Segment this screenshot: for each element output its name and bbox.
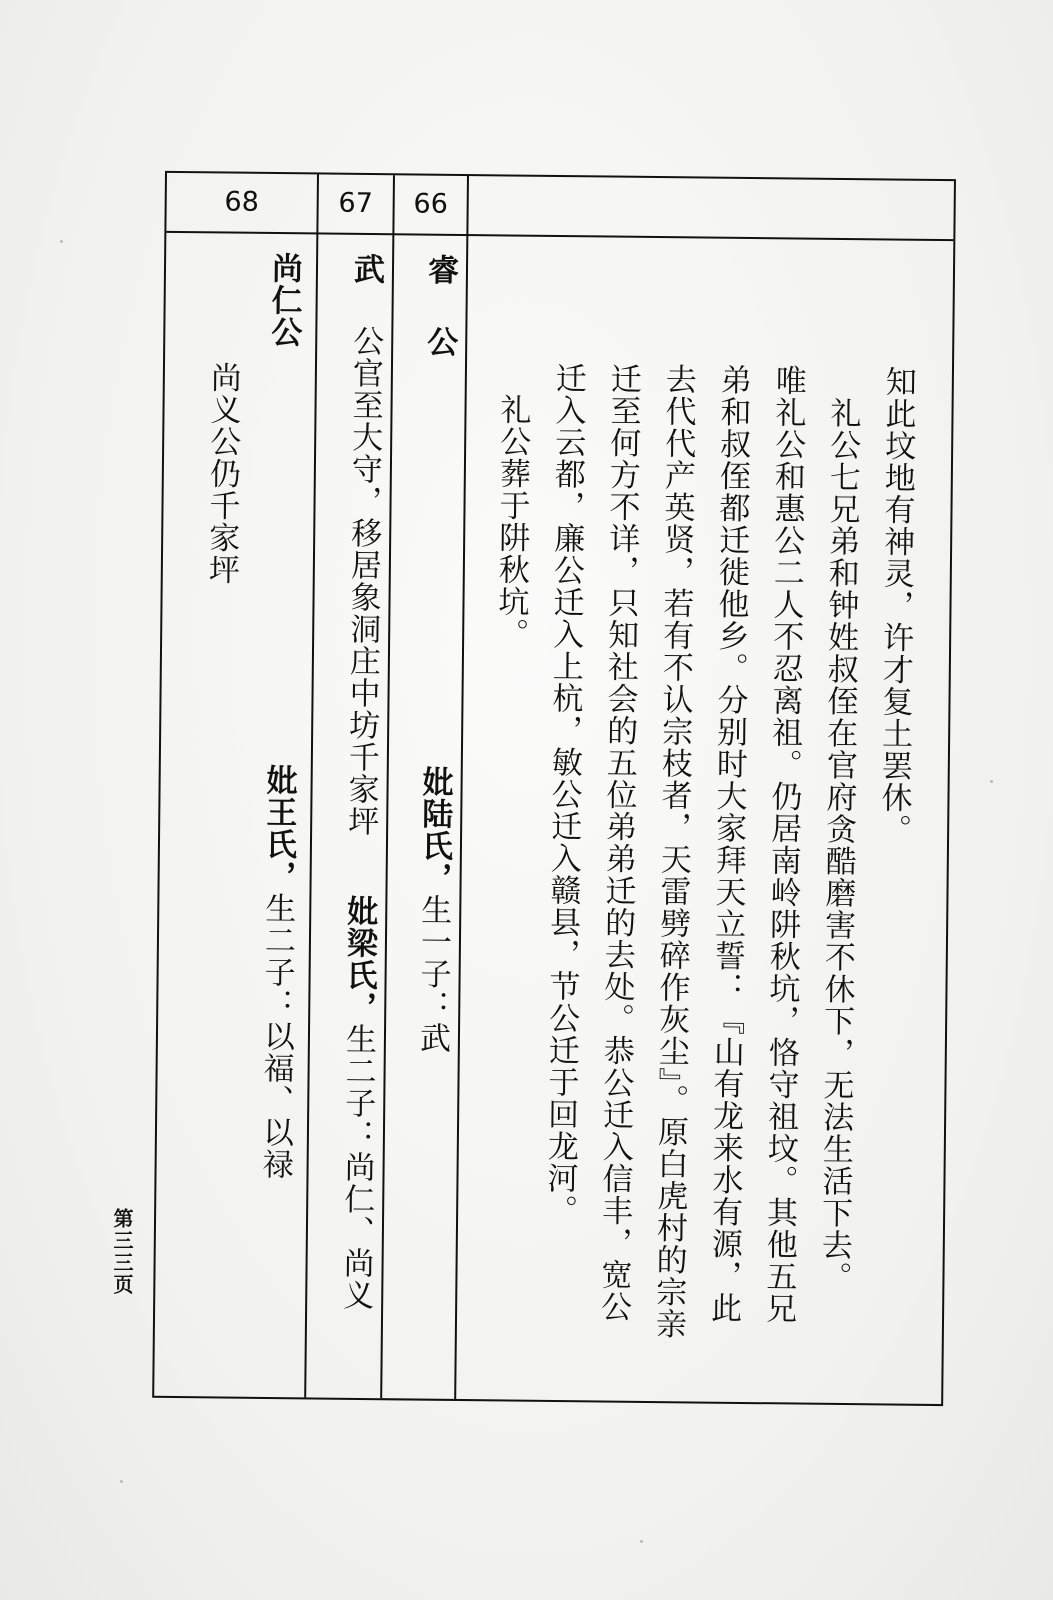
- spouse-name: 妣陆氏，: [415, 765, 453, 894]
- narrative-line: 弟和叔侄都迁徙他乡。分别时大家拜天立誓：『山有龙来水有源，此: [704, 363, 752, 1324]
- scan-speck: [990, 780, 993, 783]
- children-list: 生二子：以福、以禄: [256, 891, 296, 1181]
- spouse-line-66: [404, 765, 462, 1054]
- narrative-line: 礼公七兄弟和钟姓叔侄在官府贪酷磨害不休下，无法生活下去。: [815, 364, 862, 1294]
- ancestor-name-66: 睿: [421, 253, 459, 286]
- spouse-line-68: [246, 764, 305, 1181]
- narrative-line: 迁至何方不详，只知社会的五位弟弟迁的去处。恭公迁入信丰，宽公: [594, 362, 642, 1323]
- ancestor-name-67: 武: [347, 252, 385, 286]
- column-divider: [304, 174, 319, 1397]
- header-divider: [166, 231, 953, 241]
- narrative-line: 迁入云都，廉公迁入上杭，敏公迁入赣县，节公迁于回龙河。: [540, 361, 587, 1227]
- ancestor-name-68: 尚仁公: [265, 251, 303, 349]
- ancestor-note-68: 尚义公仍千家坪: [202, 361, 242, 586]
- page-number: 第三三页: [110, 1208, 134, 1296]
- generation-number-67: 67: [338, 187, 374, 220]
- children-list: 生一子：武: [413, 893, 452, 1054]
- spouse-name: 妣梁氏，: [340, 894, 378, 1024]
- narrative-line: 去代代产英贤，若有不认宗枝者，天雷劈碎作灰尘』。原白虎村的宗亲: [649, 363, 697, 1340]
- spouse-name: 妣王氏，: [259, 763, 297, 893]
- ancestor-name-66-suffix: 公: [421, 325, 458, 358]
- narrative-line: 礼公葬于阱秋坑。: [492, 361, 532, 650]
- generation-number-66: 66: [413, 188, 449, 220]
- narrative-line: 唯礼公和惠公二人不忍离祖。仍居南岭阱秋坑，恪守祖坟。其他五兄: [759, 364, 807, 1325]
- children-list: 生二子：尚仁、尚义: [337, 1022, 377, 1312]
- scan-speck: [640, 1540, 643, 1543]
- narrative-line: 知此坟地有神灵，许才复土罢休。: [874, 365, 917, 846]
- generation-number-68: 68: [224, 186, 260, 218]
- scan-speck: [60, 240, 63, 243]
- genealogy-table: [152, 171, 956, 1406]
- narrative-text: [475, 361, 925, 1342]
- spouse-line-67: [327, 895, 386, 1312]
- scan-speck: [120, 1480, 123, 1483]
- ancestor-note-67: 公官至大守，移居象洞庄中坊千家坪: [342, 324, 384, 838]
